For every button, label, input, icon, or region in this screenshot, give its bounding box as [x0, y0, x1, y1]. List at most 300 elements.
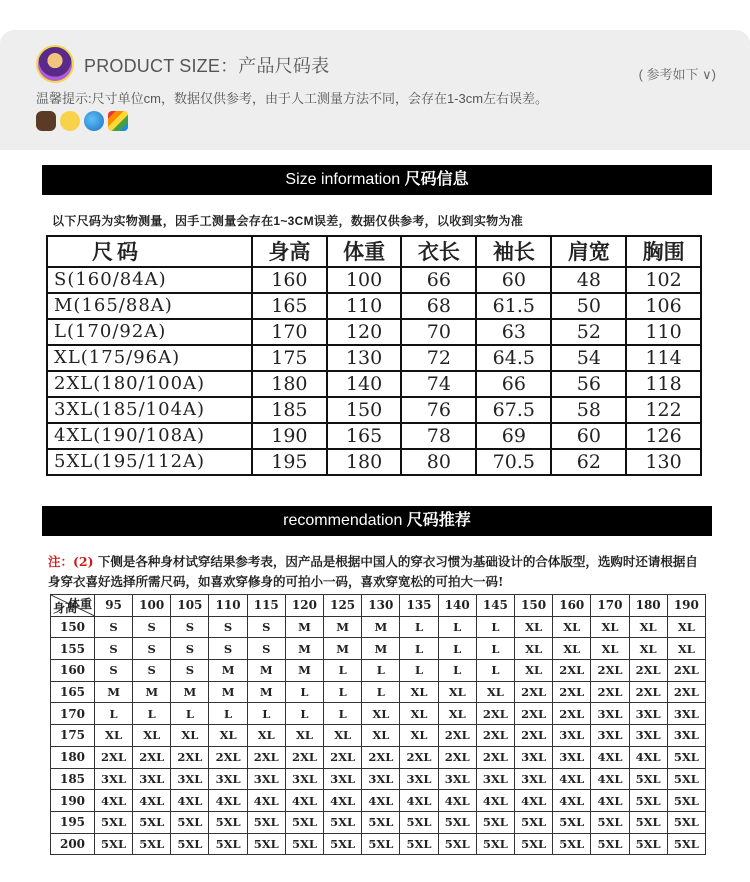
size-info-row: [47, 293, 701, 319]
recommended-size-cell: 3XL: [400, 768, 438, 790]
recommended-size-cell: 2XL: [209, 746, 247, 768]
recommended-size-cell: 4XL: [553, 768, 591, 790]
size-value-cell: 110: [626, 319, 701, 345]
size-value-cell: 48: [551, 267, 626, 293]
size-value-cell: 102: [626, 267, 701, 293]
size-value-cell: 61.5: [476, 293, 551, 319]
recommended-size-cell: M: [324, 616, 362, 638]
recommended-size-cell: 5XL: [438, 811, 476, 833]
recommended-size-cell: 5XL: [95, 811, 133, 833]
size-value-cell: 70: [401, 319, 476, 345]
height-header-cell: 160: [51, 660, 95, 682]
size-value-cell: 56: [551, 371, 626, 397]
recommended-size-cell: 5XL: [285, 811, 323, 833]
size-value-cell: 165: [252, 293, 327, 319]
recommended-size-cell: XL: [171, 725, 209, 747]
recommended-size-cell: 4XL: [629, 746, 667, 768]
recommended-size-cell: 4XL: [553, 790, 591, 812]
recommendation-banner-en: recommendation: [283, 512, 403, 529]
size-value-cell: 185: [252, 397, 327, 423]
note-text: 下侧是各种身材试穿结果参考表，因产品是根据中国人的穿衣习惯为基础设计的合体版型，选购时还请根据自身穿衣喜好选择所需尺码，如喜欢穿修身的可拍小一码，喜欢穿宽松的可拍大一码!: [48, 554, 698, 589]
recommendation-row: [51, 811, 706, 833]
recommendation-header-row: [51, 595, 706, 617]
recommended-size-cell: 2XL: [324, 746, 362, 768]
recommended-size-cell: 4XL: [591, 790, 629, 812]
size-info-banner-cn: 尺码信息: [404, 171, 469, 188]
size-value-cell: 50: [551, 293, 626, 319]
recommendation-row: [51, 681, 706, 703]
size-info-header-row: [47, 236, 701, 267]
recommended-size-cell: 2XL: [514, 703, 552, 725]
header-title: PRODUCT SIZE：产品尺码表: [84, 56, 330, 76]
size-value-cell: 100: [327, 267, 402, 293]
recommended-size-cell: 4XL: [476, 790, 514, 812]
recommended-size-cell: 5XL: [667, 811, 705, 833]
recommended-size-cell: 2XL: [362, 746, 400, 768]
size-value-cell: 54: [551, 345, 626, 371]
recommended-size-cell: 2XL: [553, 703, 591, 725]
recommended-size-cell: L: [285, 703, 323, 725]
recommended-size-cell: 4XL: [95, 790, 133, 812]
recommended-size-cell: 2XL: [553, 660, 591, 682]
recommended-size-cell: 5XL: [591, 833, 629, 855]
size-value-cell: 64.5: [476, 345, 551, 371]
recommendation-row: [51, 660, 706, 682]
recommendation-row: [51, 703, 706, 725]
recommended-size-cell: XL: [514, 638, 552, 660]
recommended-size-cell: 2XL: [438, 746, 476, 768]
recommended-size-cell: 3XL: [514, 746, 552, 768]
recommendation-banner-cn: 尺码推荐: [406, 512, 471, 529]
size-value-cell: 67.5: [476, 397, 551, 423]
recommended-size-cell: XL: [133, 725, 171, 747]
rainbow-icon: [108, 111, 128, 131]
size-value-cell: 118: [626, 371, 701, 397]
weight-header-cell: 95: [95, 595, 133, 617]
recommended-size-cell: M: [362, 638, 400, 660]
weight-header-cell: 105: [171, 595, 209, 617]
recommended-size-cell: 3XL: [667, 703, 705, 725]
recommended-size-cell: M: [362, 616, 400, 638]
weight-header-cell: 130: [362, 595, 400, 617]
recommended-size-cell: M: [285, 660, 323, 682]
recommended-size-cell: S: [209, 616, 247, 638]
recommended-size-cell: XL: [553, 616, 591, 638]
size-value-cell: 150: [327, 397, 402, 423]
size-value-cell: 52: [551, 319, 626, 345]
size-value-cell: 74: [401, 371, 476, 397]
size-value-cell: 72: [401, 345, 476, 371]
height-header-cell: 195: [51, 811, 95, 833]
size-value-cell: 122: [626, 397, 701, 423]
size-value-cell: 69: [476, 423, 551, 449]
recommended-size-cell: 2XL: [476, 703, 514, 725]
recommended-size-cell: 4XL: [285, 790, 323, 812]
size-info-row: [47, 423, 701, 449]
recommended-size-cell: 5XL: [95, 833, 133, 855]
recommended-size-cell: 2XL: [591, 660, 629, 682]
recommended-size-cell: 3XL: [324, 768, 362, 790]
size-info-table: [46, 235, 702, 476]
recommended-size-cell: M: [247, 681, 285, 703]
recommended-size-cell: 5XL: [362, 833, 400, 855]
recommended-size-cell: 3XL: [514, 768, 552, 790]
recommended-size-cell: 3XL: [591, 703, 629, 725]
recommended-size-cell: 2XL: [476, 725, 514, 747]
recommended-size-cell: L: [324, 681, 362, 703]
recommended-size-cell: 4XL: [324, 790, 362, 812]
size-label-cell: 4XL(190/108A): [47, 423, 252, 449]
recommended-size-cell: 2XL: [514, 681, 552, 703]
size-info-header-cell: 肩宽: [551, 236, 626, 267]
recommended-size-cell: 2XL: [285, 746, 323, 768]
recommended-size-cell: 5XL: [476, 833, 514, 855]
recommended-size-cell: 4XL: [133, 790, 171, 812]
recommended-size-cell: 2XL: [438, 725, 476, 747]
recommended-size-cell: 5XL: [209, 833, 247, 855]
recommended-size-cell: XL: [438, 681, 476, 703]
recommended-size-cell: M: [324, 638, 362, 660]
recommended-size-cell: XL: [362, 703, 400, 725]
height-header-cell: 170: [51, 703, 95, 725]
recommended-size-cell: 2XL: [667, 660, 705, 682]
recommended-size-cell: 3XL: [171, 768, 209, 790]
recommended-size-cell: XL: [400, 725, 438, 747]
corner-weight-label: 体重: [67, 597, 92, 611]
height-header-cell: 190: [51, 790, 95, 812]
height-header-cell: 165: [51, 681, 95, 703]
recommended-size-cell: L: [438, 616, 476, 638]
recommended-size-cell: S: [95, 660, 133, 682]
recommended-size-cell: 2XL: [553, 681, 591, 703]
size-info-row: [47, 397, 701, 423]
corner-height-label: 身高: [53, 600, 78, 615]
corner-cell: [51, 595, 95, 617]
recommended-size-cell: S: [133, 616, 171, 638]
recommended-size-cell: 4XL: [209, 790, 247, 812]
smiley-face-icon: [60, 111, 80, 131]
recommended-size-cell: S: [133, 638, 171, 660]
recommended-size-cell: 4XL: [362, 790, 400, 812]
recommended-size-cell: L: [324, 660, 362, 682]
recommended-size-cell: L: [438, 638, 476, 660]
weight-header-cell: 170: [591, 595, 629, 617]
recommended-size-cell: L: [209, 703, 247, 725]
recommended-size-cell: L: [362, 681, 400, 703]
recommended-size-cell: L: [285, 681, 323, 703]
size-value-cell: 180: [252, 371, 327, 397]
recommended-size-cell: M: [247, 660, 285, 682]
recommended-size-cell: 2XL: [133, 746, 171, 768]
weight-header-cell: 125: [324, 595, 362, 617]
weight-header-cell: 180: [629, 595, 667, 617]
recommended-size-cell: S: [171, 660, 209, 682]
recommended-size-cell: 5XL: [667, 768, 705, 790]
recommended-size-cell: XL: [247, 725, 285, 747]
recommended-size-cell: 5XL: [324, 811, 362, 833]
size-info-header-cell: 尺码: [47, 236, 252, 267]
size-label-cell: 5XL(195/112A): [47, 449, 252, 475]
recommended-size-cell: S: [247, 638, 285, 660]
recommended-size-cell: L: [95, 703, 133, 725]
recommended-size-cell: 4XL: [400, 790, 438, 812]
recommended-size-cell: XL: [553, 638, 591, 660]
size-info-row: [47, 319, 701, 345]
weight-header-cell: 150: [514, 595, 552, 617]
recommended-size-cell: 4XL: [438, 790, 476, 812]
height-header-cell: 200: [51, 833, 95, 855]
recommended-size-cell: M: [285, 638, 323, 660]
recommended-size-cell: 2XL: [476, 746, 514, 768]
recommended-size-cell: L: [400, 660, 438, 682]
recommended-size-cell: 5XL: [476, 811, 514, 833]
recommendation-row: [51, 638, 706, 660]
recommended-size-cell: 5XL: [514, 833, 552, 855]
recommended-size-cell: L: [476, 638, 514, 660]
size-label-cell: 2XL(180/100A): [47, 371, 252, 397]
recommended-size-cell: L: [324, 703, 362, 725]
size-value-cell: 60: [551, 423, 626, 449]
size-info-header-cell: 袖长: [476, 236, 551, 267]
recommended-size-cell: XL: [285, 725, 323, 747]
size-label-cell: 3XL(185/104A): [47, 397, 252, 423]
recommended-size-cell: 5XL: [553, 811, 591, 833]
size-value-cell: 120: [327, 319, 402, 345]
size-value-cell: 58: [551, 397, 626, 423]
recommended-size-cell: 3XL: [438, 768, 476, 790]
size-value-cell: 130: [327, 345, 402, 371]
weight-header-cell: 190: [667, 595, 705, 617]
recommendation-row: [51, 746, 706, 768]
recommended-size-cell: L: [438, 660, 476, 682]
recommended-size-cell: XL: [629, 616, 667, 638]
size-info-header-cell: 身高: [252, 236, 327, 267]
hand-icon: [36, 111, 56, 131]
size-value-cell: 140: [327, 371, 402, 397]
recommended-size-cell: M: [171, 681, 209, 703]
recommended-size-cell: 5XL: [324, 833, 362, 855]
size-info-banner: [42, 165, 712, 195]
recommended-size-cell: L: [247, 703, 285, 725]
recommended-size-cell: L: [476, 660, 514, 682]
recommended-size-cell: 5XL: [667, 746, 705, 768]
weight-header-cell: 140: [438, 595, 476, 617]
height-header-cell: 175: [51, 725, 95, 747]
globe-icon: [84, 111, 104, 131]
recommended-size-cell: 3XL: [209, 768, 247, 790]
recommended-size-cell: 5XL: [209, 811, 247, 833]
weight-header-cell: 160: [553, 595, 591, 617]
recommendation-row: [51, 790, 706, 812]
recommended-size-cell: XL: [476, 681, 514, 703]
size-value-cell: 190: [252, 423, 327, 449]
size-info-header-cell: 衣长: [401, 236, 476, 267]
weight-header-cell: 145: [476, 595, 514, 617]
size-value-cell: 175: [252, 345, 327, 371]
size-value-cell: 106: [626, 293, 701, 319]
recommended-size-cell: 5XL: [171, 811, 209, 833]
recommended-size-cell: 3XL: [629, 703, 667, 725]
recommended-size-cell: 3XL: [247, 768, 285, 790]
recommended-size-cell: XL: [362, 725, 400, 747]
recommended-size-cell: 2XL: [171, 746, 209, 768]
recommended-size-cell: 2XL: [629, 660, 667, 682]
recommended-size-cell: 4XL: [247, 790, 285, 812]
recommended-size-cell: L: [362, 660, 400, 682]
weight-header-cell: 110: [209, 595, 247, 617]
recommended-size-cell: 2XL: [591, 681, 629, 703]
recommended-size-cell: XL: [629, 638, 667, 660]
recommended-size-cell: 5XL: [629, 811, 667, 833]
avatar[interactable]: [36, 45, 74, 83]
recommended-size-cell: XL: [667, 638, 705, 660]
recommended-size-cell: 5XL: [133, 833, 171, 855]
size-value-cell: 70.5: [476, 449, 551, 475]
height-header-cell: 150: [51, 616, 95, 638]
recommended-size-cell: 5XL: [667, 790, 705, 812]
recommended-size-cell: M: [95, 681, 133, 703]
recommended-size-cell: S: [95, 616, 133, 638]
size-value-cell: 78: [401, 423, 476, 449]
recommended-size-cell: XL: [324, 725, 362, 747]
recommendation-row: [51, 725, 706, 747]
recommended-size-cell: XL: [591, 616, 629, 638]
size-value-cell: 80: [401, 449, 476, 475]
recommended-size-cell: 2XL: [400, 746, 438, 768]
recommendation-table: [50, 594, 706, 855]
recommended-size-cell: M: [209, 681, 247, 703]
recommended-size-cell: L: [171, 703, 209, 725]
recommended-size-cell: M: [133, 681, 171, 703]
recommended-size-cell: 5XL: [400, 811, 438, 833]
emoji-row: [36, 111, 128, 131]
recommended-size-cell: 3XL: [629, 725, 667, 747]
recommended-size-cell: 3XL: [667, 725, 705, 747]
recommended-size-cell: 2XL: [247, 746, 285, 768]
recommended-size-cell: 4XL: [591, 768, 629, 790]
recommended-size-cell: 5XL: [553, 833, 591, 855]
size-value-cell: 66: [476, 371, 551, 397]
recommended-size-cell: XL: [591, 638, 629, 660]
recommended-size-cell: L: [476, 616, 514, 638]
recommended-size-cell: XL: [400, 703, 438, 725]
weight-header-cell: 135: [400, 595, 438, 617]
size-value-cell: 62: [551, 449, 626, 475]
recommended-size-cell: 5XL: [171, 833, 209, 855]
recommended-size-cell: 3XL: [553, 725, 591, 747]
recommended-size-cell: L: [133, 703, 171, 725]
size-value-cell: 130: [626, 449, 701, 475]
recommended-size-cell: XL: [514, 660, 552, 682]
recommended-size-cell: 5XL: [514, 811, 552, 833]
size-value-cell: 114: [626, 345, 701, 371]
size-info-row: [47, 345, 701, 371]
recommended-size-cell: 5XL: [133, 811, 171, 833]
recommended-size-cell: 3XL: [285, 768, 323, 790]
recommended-size-cell: L: [400, 638, 438, 660]
recommended-size-cell: XL: [438, 703, 476, 725]
size-value-cell: 110: [327, 293, 402, 319]
recommended-size-cell: 2XL: [667, 681, 705, 703]
recommended-size-cell: 4XL: [514, 790, 552, 812]
recommended-size-cell: XL: [514, 616, 552, 638]
recommended-size-cell: S: [247, 616, 285, 638]
size-value-cell: 126: [626, 423, 701, 449]
recommended-size-cell: 5XL: [438, 833, 476, 855]
size-label-cell: XL(175/96A): [47, 345, 252, 371]
recommended-size-cell: S: [171, 638, 209, 660]
recommended-size-cell: L: [400, 616, 438, 638]
height-header-cell: 155: [51, 638, 95, 660]
recommended-size-cell: 5XL: [400, 833, 438, 855]
height-header-cell: 185: [51, 768, 95, 790]
recommended-size-cell: 4XL: [591, 746, 629, 768]
recommended-size-cell: XL: [95, 725, 133, 747]
recommended-size-cell: S: [171, 616, 209, 638]
recommended-size-cell: 5XL: [629, 768, 667, 790]
product-header: [0, 30, 750, 150]
recommended-size-cell: S: [209, 638, 247, 660]
size-value-cell: 63: [476, 319, 551, 345]
recommendation-note: [48, 552, 708, 592]
size-info-row: [47, 267, 701, 293]
size-value-cell: 170: [252, 319, 327, 345]
size-info-header-cell: 胸围: [626, 236, 701, 267]
recommended-size-cell: XL: [400, 681, 438, 703]
recommended-size-cell: 5XL: [362, 811, 400, 833]
recommended-size-cell: 5XL: [285, 833, 323, 855]
recommended-size-cell: 3XL: [95, 768, 133, 790]
recommended-size-cell: XL: [667, 616, 705, 638]
recommended-size-cell: 2XL: [629, 681, 667, 703]
recommendation-banner: [42, 506, 712, 536]
recommended-size-cell: 5XL: [629, 790, 667, 812]
height-header-cell: 180: [51, 746, 95, 768]
recommended-size-cell: 2XL: [95, 746, 133, 768]
size-value-cell: 76: [401, 397, 476, 423]
recommended-size-cell: S: [95, 638, 133, 660]
weight-header-cell: 120: [285, 595, 323, 617]
size-info-row: [47, 371, 701, 397]
size-value-cell: 160: [252, 267, 327, 293]
recommended-size-cell: XL: [209, 725, 247, 747]
recommended-size-cell: S: [133, 660, 171, 682]
header-tip: 温馨提示:尺寸单位cm，数据仅供参考，由于人工测量方法不同，会存在1-3cm左右误差。: [36, 91, 549, 106]
recommended-size-cell: M: [209, 660, 247, 682]
recommended-size-cell: 3XL: [133, 768, 171, 790]
recommended-size-cell: 3XL: [362, 768, 400, 790]
recommendation-row: [51, 768, 706, 790]
recommended-size-cell: 3XL: [591, 725, 629, 747]
note-prefix: 注：(2): [48, 554, 94, 569]
recommended-size-cell: M: [285, 616, 323, 638]
recommended-size-cell: 5XL: [591, 811, 629, 833]
size-value-cell: 195: [252, 449, 327, 475]
recommended-size-cell: 4XL: [171, 790, 209, 812]
reference-toggle[interactable]: ( 参考如下 ∨): [638, 67, 716, 82]
weight-header-cell: 115: [247, 595, 285, 617]
size-label-cell: S(160/84A): [47, 267, 252, 293]
size-info-header-cell: 体重: [327, 236, 402, 267]
size-info-row: [47, 449, 701, 475]
size-value-cell: 60: [476, 267, 551, 293]
recommendation-row: [51, 833, 706, 855]
recommended-size-cell: 3XL: [476, 768, 514, 790]
recommendation-row: [51, 616, 706, 638]
recommended-size-cell: 5XL: [667, 833, 705, 855]
size-label-cell: L(170/92A): [47, 319, 252, 345]
size-value-cell: 68: [401, 293, 476, 319]
